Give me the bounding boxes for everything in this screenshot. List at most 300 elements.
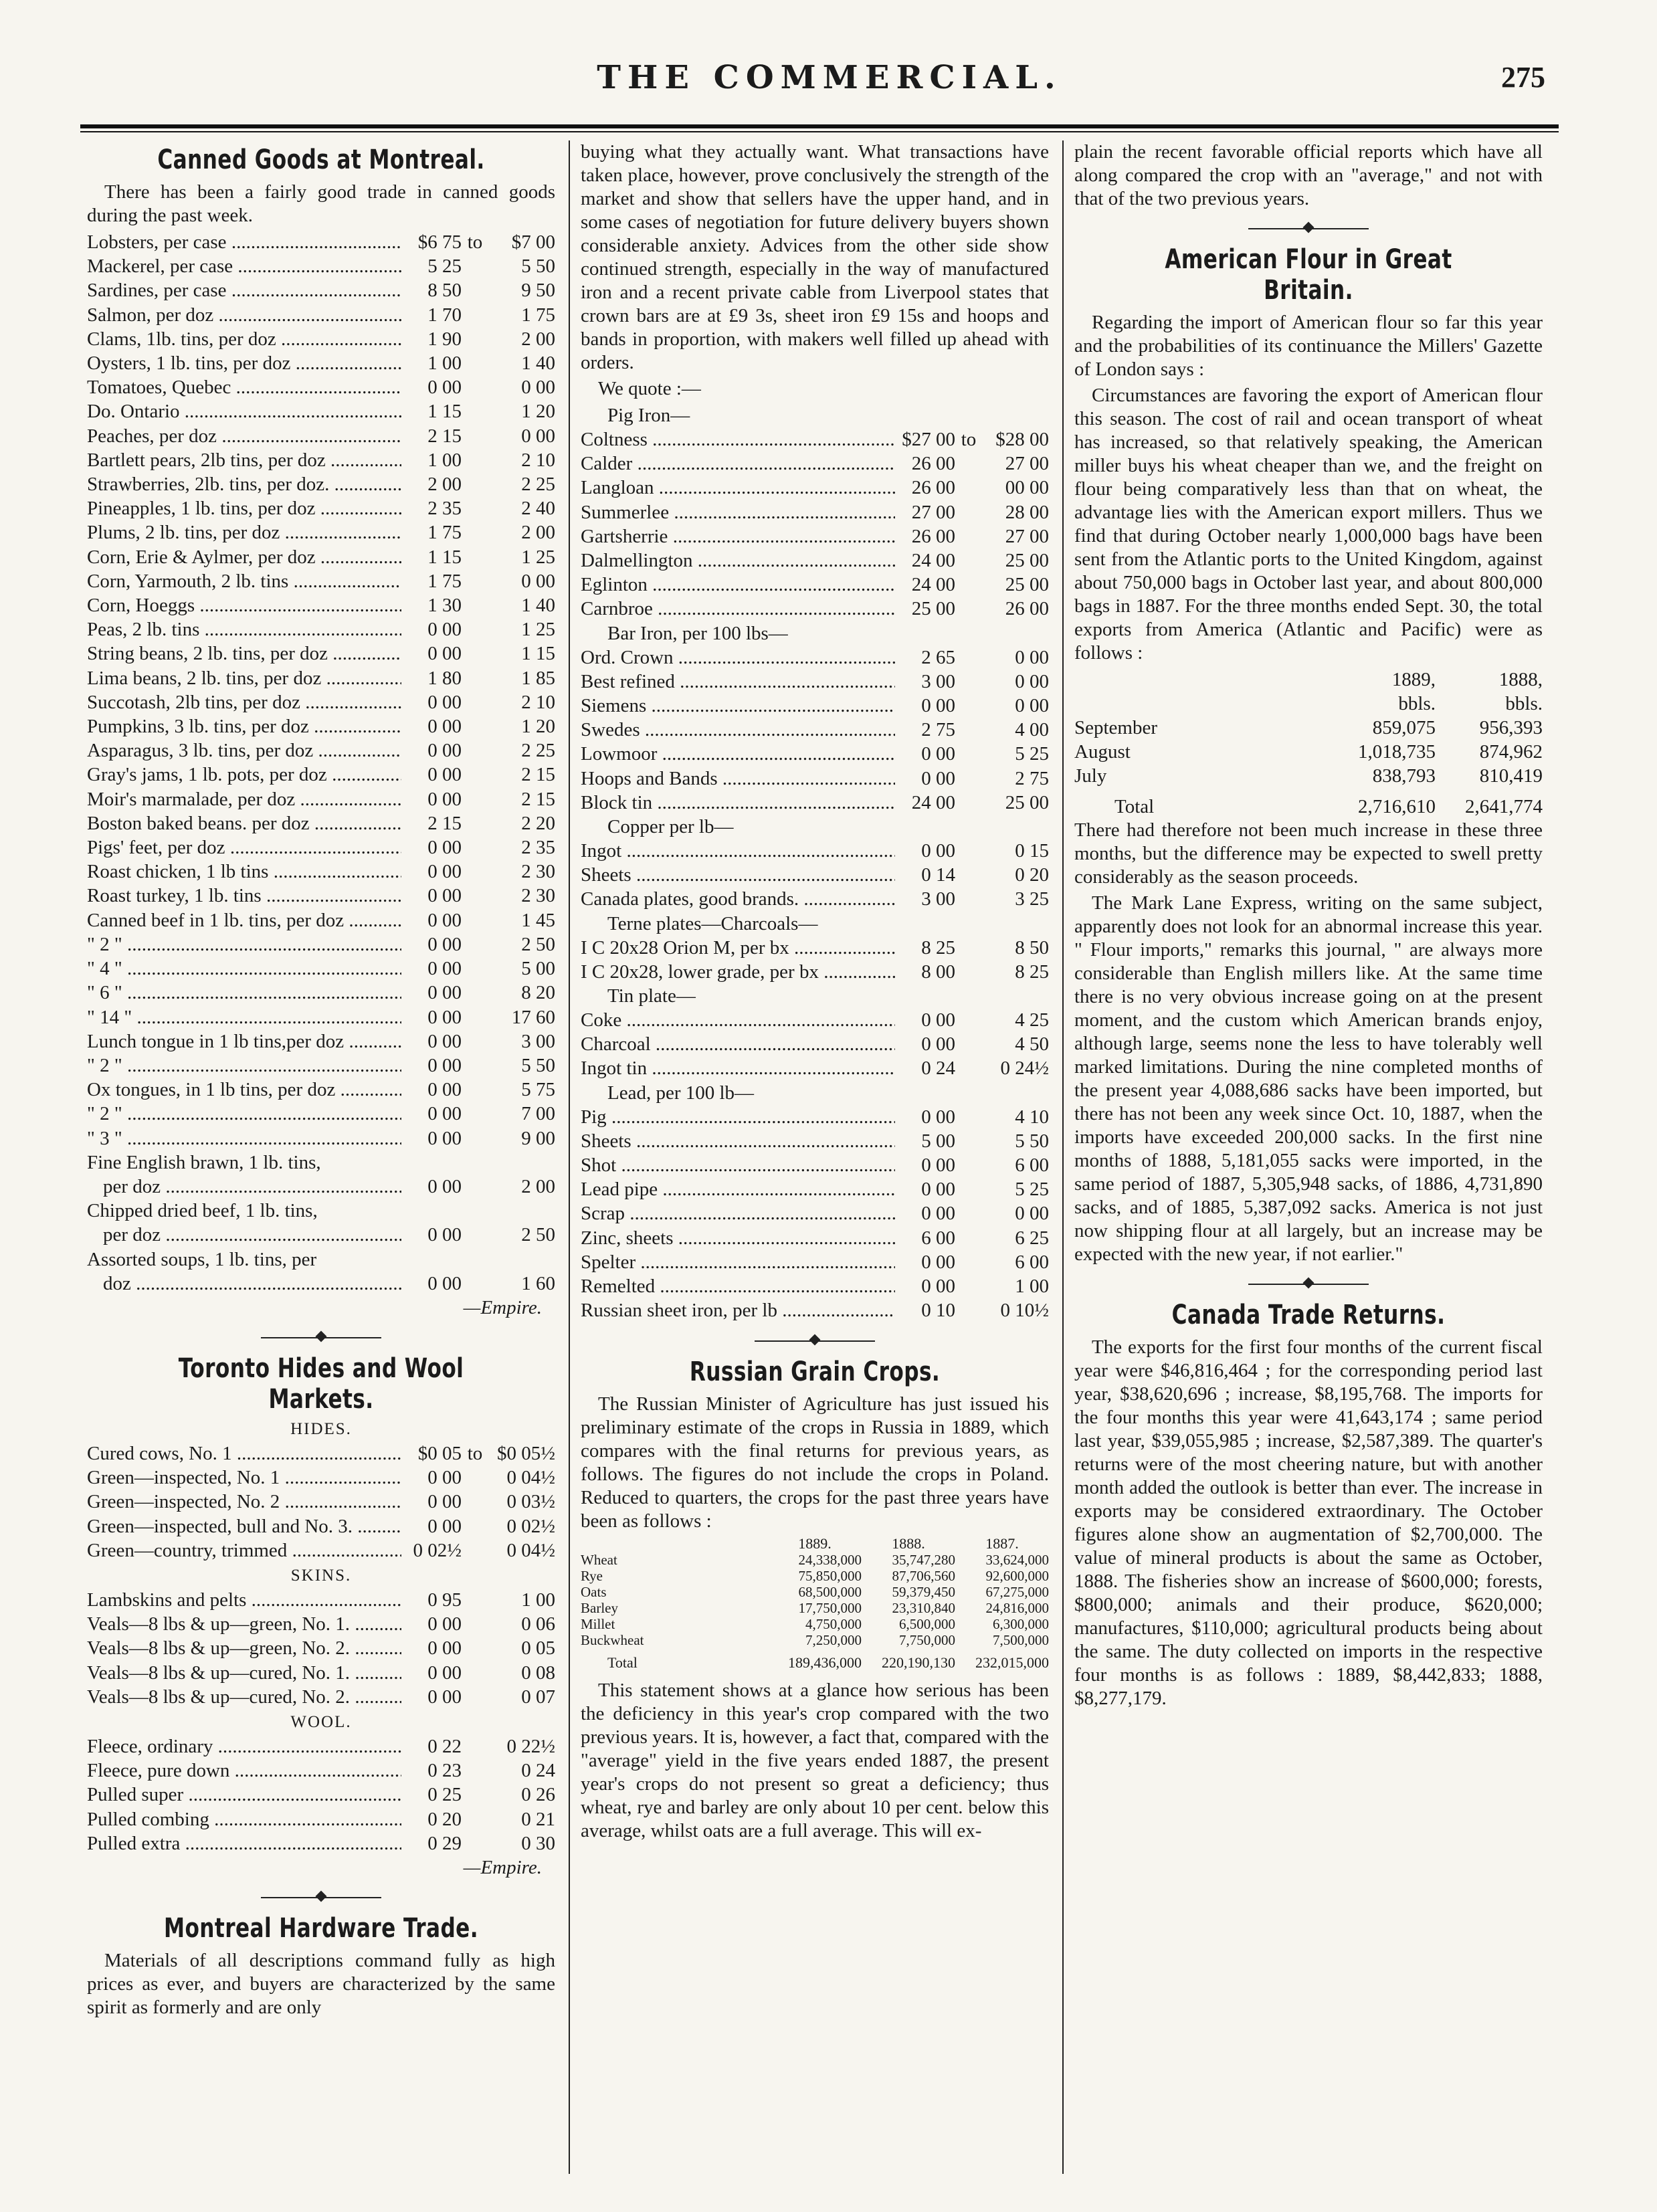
item-name: Ingot tin .....: [581, 1056, 895, 1080]
price-high: 00 00: [1005, 477, 1049, 499]
item-name: Lobsters, per case .....: [87, 230, 401, 254]
item-name: Veals—8 lbs & up—green, No. 2. .....: [87, 1636, 401, 1660]
item-name: I C 20x28 Orion M, per bx .....: [581, 936, 895, 960]
price-high: 0 07: [521, 1686, 555, 1708]
item-name: doz .....: [87, 1272, 401, 1296]
item-name: Russian sheet iron, per lb .....: [581, 1298, 895, 1322]
price-section-label: WOOL.: [290, 1712, 352, 1731]
crop-name: Buckwheat: [581, 1631, 644, 1648]
price-row: [87, 1538, 555, 1563]
price-to: [462, 908, 488, 932]
item-name: Ox tongues, in 1 lb tins, per doz .....: [87, 1078, 401, 1102]
crops-total-1887: 232,015,000: [975, 1653, 1049, 1671]
newspaper-title: THE COMMERCIAL.: [597, 59, 1062, 96]
price-to: [462, 811, 488, 835]
price-row: [581, 524, 1049, 548]
price-to: [462, 1807, 488, 1831]
price-high: 1 00: [1015, 1276, 1049, 1298]
price-row: [581, 936, 1049, 960]
price-to: [955, 1129, 982, 1153]
crop-name: Oats: [581, 1583, 607, 1600]
price-low: 0 00: [427, 788, 462, 810]
item-name: Veals—8 lbs & up—green, No. 1. .....: [87, 1612, 401, 1636]
price-row: [581, 645, 1049, 670]
price-high: 1 85: [521, 667, 555, 689]
item-name: " 3 " .....: [87, 1126, 401, 1150]
canned-goods-price-table: [87, 230, 555, 1296]
price-low: 0 00: [427, 1224, 462, 1246]
price-low: 8 50: [427, 280, 462, 302]
price-low: 0 00: [427, 1637, 462, 1660]
price-low: 25 00: [911, 598, 955, 620]
price-row: [87, 617, 555, 641]
hides-price-table: [87, 1588, 555, 1709]
price-row: [87, 1005, 555, 1029]
section-divider: [261, 1889, 381, 1906]
price-low: 0 00: [427, 1030, 462, 1052]
item-name: Calder .....: [581, 451, 895, 476]
item-name: Shot .....: [581, 1153, 895, 1177]
price-low: 3 00: [921, 888, 955, 910]
price-row: [87, 472, 555, 496]
price-high: 0 02½: [506, 1515, 555, 1537]
price-high: 5 50: [521, 1054, 555, 1076]
item-name: Pineapples, 1 lb. tins, per doz .....: [87, 496, 401, 520]
price-low: 0 00: [427, 885, 462, 907]
price-high: 0 04½: [506, 1539, 555, 1561]
item-name: Assorted soups, 1 lb. tins, per: [87, 1248, 317, 1270]
item-name: Corn, Yarmouth, 2 lb. tins .....: [87, 569, 401, 593]
price-row-continued: [87, 1175, 555, 1199]
canada-trade-text: The exports for the first four months of the current fiscal year were $46,816,464 ; for the corresponding period last year, $38,620,696 ; increase, $8,195,768. The imports for the four months this year were 41,643,174 ; same period last year, $39,055,985 ; increase, $2,587,389. The quarter's returns were of the most cheering nature, but with another month added the outlook is better than ever. The increase in exports may be considered extraordinary. The October figures alone show an augmentation of $2,700,000. The value of mineral products is about the same as October, 1888. The fisheries show an increase of $600,000; forests, $800,000; animals and their produce, $620,000; manufactures, $110,000; agricultural products being about the same. The duty collected on imports in the respective four months is as follows : 1889, $8,442,833; 1888, $8,277,179.: [1074, 1336, 1543, 1709]
price-high: 25 00: [1005, 550, 1049, 572]
mark-lane-express-text: The Mark Lane Express, writing on the same subject, apparently does not look for an abnormal increase this year. " Flour imports," remarks this journal, " are always more considerable than English millers like. At the same time there is no very obvious increase going on at the present moment, and the custom which American brands enjoy, although large, seems none the less to have tolerably well marked limitations. During the nine completed months of the present year 4,088,686 sacks have been imported, but there has not been any week since Oct. 10, 1887, when the imports have exceeded 200,000 sacks. In the first nine months of 1888, 5,181,055 sacks were imported, in the same period of 1887, 5,305,948 sacks, of 1886, 4,731,890 sacks, and of 1885, 5,387,092 sacks. America is not just now shipping flour at all largely, but an increase may be expected with the new year, if not earlier.": [1074, 892, 1543, 1265]
item-name: " 2 " .....: [87, 1102, 401, 1126]
price-high: 3 00: [521, 1030, 555, 1052]
hides-credit: —Empire.: [463, 1856, 542, 1878]
price-row: [581, 1250, 1049, 1274]
price-high: 1 75: [521, 304, 555, 326]
price-high: 4 25: [1015, 1009, 1049, 1031]
price-low: 0 20: [427, 1808, 462, 1830]
price-low: 0 25: [427, 1784, 462, 1806]
item-name: Chipped dried beef, 1 lb. tins,: [87, 1200, 318, 1222]
price-to: [462, 714, 488, 738]
price-high: 8 25: [1015, 961, 1049, 983]
price-high: 5 75: [521, 1079, 555, 1101]
price-low: 1 80: [427, 667, 462, 689]
price-row: [581, 573, 1049, 597]
price-high: 27 00: [1005, 453, 1049, 475]
crop-1887: 92,600,000: [985, 1567, 1049, 1584]
price-to: [462, 957, 488, 981]
item-name: Clams, 1lb. tins, per doz .....: [87, 327, 401, 351]
price-to: [955, 1008, 982, 1032]
unit-header: bbls.: [1398, 693, 1436, 714]
item-name: Remelted .....: [581, 1274, 895, 1298]
flour-intro: Regarding the import of American flour so far this year and the probabilities of its continuance the Millers' Gazette of London says :: [1074, 312, 1543, 380]
price-low: 2 15: [427, 425, 462, 447]
price-to: [462, 1685, 488, 1709]
price-row: [87, 545, 555, 569]
price-low: 0 00: [427, 643, 462, 665]
price-high: 1 20: [521, 401, 555, 423]
price-row: [87, 1126, 555, 1150]
price-high: 6 25: [1015, 1227, 1049, 1249]
price-row: [87, 641, 555, 666]
price-high: 0 00: [521, 377, 555, 399]
price-row: [581, 791, 1049, 815]
price-high: 4 00: [1015, 719, 1049, 741]
price-low: 5 25: [427, 256, 462, 278]
price-row: [87, 1199, 555, 1223]
price-low: 0 00: [427, 1054, 462, 1076]
column-1: [87, 140, 555, 2181]
metal-price-table: [581, 936, 1049, 984]
item-name: Swedes .....: [581, 718, 895, 742]
price-to: [462, 1078, 488, 1102]
item-name: Summerlee .....: [581, 500, 895, 524]
column-2: [581, 140, 1049, 2181]
price-to: [462, 1053, 488, 1078]
crop-name: Wheat: [581, 1551, 617, 1568]
price-low: 0 00: [427, 1103, 462, 1125]
price-row: [87, 327, 555, 351]
price-to: [462, 520, 488, 544]
price-high: 0 00: [1015, 1203, 1049, 1225]
metal-group-label: Pig Iron—: [607, 405, 690, 426]
crop-name: Barley: [581, 1599, 618, 1616]
price-low: 0 22: [427, 1735, 462, 1757]
price-high: 2 10: [521, 449, 555, 471]
price-high: 0 03½: [506, 1491, 555, 1513]
price-row: [87, 1441, 555, 1466]
price-high: 0 20: [1015, 864, 1049, 886]
price-high: 17 60: [511, 1006, 555, 1028]
crop-1887: 33,624,000: [985, 1551, 1049, 1568]
exports-1888: 874,962: [1479, 741, 1543, 763]
price-high: 1 15: [521, 643, 555, 665]
price-row: [87, 375, 555, 399]
crop-row: [581, 1616, 1049, 1632]
price-high: 28 00: [1005, 501, 1049, 523]
price-row: [87, 714, 555, 738]
hides-price-table: [87, 1734, 555, 1855]
item-name: Corn, Erie & Aylmer, per doz .....: [87, 545, 401, 569]
price-to: [955, 887, 982, 911]
metal-price-table: [581, 645, 1049, 815]
price-high: 0 30: [521, 1832, 555, 1854]
price-to: [955, 524, 982, 548]
year-header: 1889,: [1391, 669, 1436, 690]
item-name: Mackerel, per case .....: [87, 254, 401, 278]
item-name: Bartlett pears, 2lb tins, per doz .....: [87, 448, 401, 472]
price-low: 26 00: [911, 525, 955, 547]
crops-total-1888: 220,190,130: [882, 1653, 955, 1671]
item-name: Corn, Hoeggs .....: [87, 593, 401, 617]
year-header: 1887.: [985, 1534, 1019, 1552]
price-row: [87, 763, 555, 787]
price-to: [955, 597, 982, 621]
item-name: Lead pipe .....: [581, 1177, 895, 1201]
metal-price-table: [581, 1008, 1049, 1081]
price-low: 0 00: [427, 691, 462, 713]
price-high: 0 06: [521, 1613, 555, 1635]
price-high: 0 21: [521, 1808, 555, 1830]
price-to: [462, 1636, 488, 1660]
price-to: [462, 835, 488, 860]
price-high: 6 00: [1015, 1251, 1049, 1273]
item-name: Peaches, per doz .....: [87, 424, 401, 448]
crop-row: [581, 1584, 1049, 1600]
item-name: Peas, 2 lb. tins .....: [87, 617, 401, 641]
flour-conclusion: There had therefore not been much increase in these three months, but the difference may be expected to swell pretty considerably as the season proceeds.: [1074, 819, 1543, 888]
crop-1888: 23,310,840: [892, 1599, 955, 1616]
hides-price-table: [87, 1441, 555, 1563]
item-name: Ord. Crown .....: [581, 645, 895, 670]
price-high: 0 22½: [506, 1735, 555, 1757]
item-name: " 6 " .....: [87, 981, 401, 1005]
price-high: 1 20: [521, 716, 555, 738]
grain-continued-text: plain the recent favorable official reports which have all along compared the crop with an "average," and not with that of the two previous years.: [1074, 141, 1543, 209]
price-high: 2 75: [1015, 767, 1049, 789]
price-low: 0 00: [427, 1515, 462, 1537]
price-to: [462, 1588, 488, 1612]
metal-price-table: [581, 427, 1049, 621]
price-low: 0 00: [427, 1006, 462, 1028]
crop-1889: 75,850,000: [798, 1567, 862, 1584]
price-to: [462, 327, 488, 351]
price-low: 0 00: [921, 1106, 955, 1128]
exports-1889: 1,018,735: [1358, 741, 1436, 763]
price-high: 5 50: [521, 256, 555, 278]
price-high: 0 00: [521, 425, 555, 447]
price-row: [87, 957, 555, 981]
item-name: Gartsherrie .....: [581, 524, 895, 548]
price-row: [581, 863, 1049, 887]
price-row: [581, 767, 1049, 791]
price-row: [87, 230, 555, 254]
item-name: Ingot .....: [581, 839, 895, 863]
price-low: 0 00: [427, 933, 462, 955]
item-name: String beans, 2 lb. tins, per doz .....: [87, 641, 401, 666]
item-name: Sardines, per case .....: [87, 278, 401, 302]
price-low: 0 00: [921, 767, 955, 789]
price-low: 0 00: [427, 1079, 462, 1101]
price-to: [462, 884, 488, 908]
price-row: [581, 1177, 1049, 1201]
item-name: Succotash, 2lb tins, per doz .....: [87, 690, 401, 714]
price-to: [462, 1612, 488, 1636]
price-low: 1 00: [427, 449, 462, 471]
price-high: 2 40: [521, 498, 555, 520]
price-row: [87, 303, 555, 327]
price-row-continued: [87, 1223, 555, 1247]
item-name: Oysters, 1 lb. tins, per doz .....: [87, 351, 401, 375]
item-name: Lima beans, 2 lb. tins, per doz .....: [87, 666, 401, 690]
price-low: 8 25: [921, 936, 955, 959]
price-to: [462, 496, 488, 520]
crop-name: Millet: [581, 1615, 615, 1632]
price-high: 7 00: [521, 1103, 555, 1125]
price-to: [462, 593, 488, 617]
exports-1888: 956,393: [1479, 717, 1543, 738]
crop-1888: 87,706,560: [892, 1567, 955, 1584]
exports-1888: 810,419: [1479, 765, 1543, 787]
price-low: 24 00: [911, 550, 955, 572]
flour-exports-table: [1074, 668, 1543, 819]
price-row: [87, 1807, 555, 1831]
price-row: [581, 1226, 1049, 1250]
price-low: 3 00: [921, 670, 955, 692]
price-row: [87, 1588, 555, 1612]
price-high: 6 00: [1015, 1154, 1049, 1177]
metal-price-sections: [581, 403, 1049, 1323]
item-name: Do. Ontario .....: [87, 399, 401, 423]
price-high: 0 08: [521, 1662, 555, 1684]
metal-price-table: [581, 1105, 1049, 1323]
price-high: 0 00: [1015, 670, 1049, 692]
price-row: [581, 597, 1049, 621]
flour-total-1889: 2,716,610: [1358, 796, 1436, 817]
price-to: [462, 545, 488, 569]
month-name: August: [1074, 741, 1131, 763]
price-low: $27 00: [902, 429, 955, 450]
price-row: [581, 1201, 1049, 1225]
price-low: 2 35: [427, 498, 462, 520]
price-low: 0 00: [427, 619, 462, 641]
price-to: [955, 863, 982, 887]
price-row: [87, 399, 555, 423]
flour-quote-text: Circumstances are favoring the export of American flour this season. The cost of rail and ocean transport of wheat has increased, so that relatively speaking, the American miller buys his wheat cheaper than we, and the freight on flour being comparatively less than that on wheat, the advantage lies with the American export millers. Thus we find that during October nearly 1,000,000 bags have been sent from the Atlantic ports to the United Kingdom, against about 750,000 bags in October last year, and about 800,000 bags in 1887. For the three months ended Sept. 30, the total exports from America (Atlantic and Pacific) were as follows :: [1074, 385, 1543, 664]
exports-1889: 859,075: [1372, 717, 1436, 738]
price-high: 5 00: [521, 958, 555, 980]
price-low: 0 00: [427, 909, 462, 931]
item-name: Sheets .....: [581, 863, 895, 887]
crop-1889: 68,500,000: [798, 1583, 862, 1600]
crop-1889: 7,250,000: [805, 1631, 862, 1648]
price-to: [955, 1032, 982, 1056]
flour-headline: American Flour in Great Britain.: [1165, 244, 1452, 306]
price-high: 2 50: [521, 933, 555, 955]
price-high: 1 25: [521, 546, 555, 568]
item-name: Green—inspected, No. 1 .....: [87, 1466, 401, 1490]
crops-total-label: Total: [607, 1653, 638, 1671]
price-to: [462, 666, 488, 690]
price-section-label: SKINS.: [290, 1566, 352, 1585]
price-to: to: [961, 429, 977, 450]
price-low: 0 00: [427, 377, 462, 399]
price-high: 27 00: [1005, 525, 1049, 547]
price-low: 1 00: [427, 353, 462, 375]
price-row: [581, 500, 1049, 524]
metal-group-label: Terne plates—Charcoals—: [607, 912, 818, 934]
item-name: Veals—8 lbs & up—cured, No. 2. .....: [87, 1685, 401, 1709]
hardware-headline: Montreal Hardware Trade.: [164, 1912, 478, 1944]
price-row: [87, 448, 555, 472]
price-row: [581, 839, 1049, 863]
exports-1889: 838,793: [1372, 765, 1436, 787]
price-to: [462, 1005, 488, 1029]
price-row: [87, 1831, 555, 1855]
price-high: 1 00: [521, 1589, 555, 1611]
price-row: [87, 351, 555, 375]
price-to: [955, 645, 982, 670]
metal-group-label: Copper per lb—: [607, 816, 734, 838]
price-high: 0 24½: [1000, 1058, 1049, 1080]
price-to: [955, 548, 982, 573]
price-high: 2 00: [521, 328, 555, 350]
price-to: [462, 1175, 488, 1199]
price-to: [955, 1298, 982, 1322]
price-to: [955, 1201, 982, 1225]
flour-row: [1074, 740, 1543, 764]
canned-goods-credit: —Empire.: [463, 1296, 542, 1318]
price-row: [87, 738, 555, 763]
item-name: " 14 " .....: [87, 1005, 401, 1029]
price-row: [87, 1612, 555, 1636]
price-low: 2 65: [921, 646, 955, 668]
price-low: 26 00: [911, 453, 955, 475]
price-low: 0 24: [921, 1058, 955, 1080]
price-to: [955, 1056, 982, 1080]
hardware-continued-text: buying what they actually want. What transactions have taken place, however, prove conclusively the strength of the market and show that sellers have the upper hand, and in some cases of negotiation for future delivery buyers shown considerable anxiety. Advices from the other side show continued strength, especially in the way of manufactured iron and a recent private cable from Liverpool states that crown bars are at £9 3s, sheet iron £9 15s and hoops and bands in proportion, with makers well filled up ahead with orders.: [581, 141, 1049, 373]
price-row: [581, 670, 1049, 694]
price-row: [87, 1029, 555, 1053]
crop-name: Rye: [581, 1567, 603, 1584]
price-to: [462, 690, 488, 714]
price-low: 0 00: [427, 764, 462, 786]
grain-headline: Russian Grain Crops.: [689, 1356, 941, 1387]
price-low: 0 00: [427, 1491, 462, 1513]
item-name: Zinc, sheets .....: [581, 1226, 895, 1250]
item-name: Block tin .....: [581, 791, 895, 815]
crop-1888: 6,500,000: [899, 1615, 955, 1632]
masthead: [114, 59, 1545, 99]
price-row: [87, 787, 555, 811]
price-low: 0 00: [921, 1276, 955, 1298]
price-to: [462, 1758, 488, 1783]
price-high: 0 00: [1015, 695, 1049, 717]
price-low: 0 23: [427, 1760, 462, 1782]
price-row: [87, 1514, 555, 1538]
price-to: [462, 1126, 488, 1150]
price-row: [87, 1661, 555, 1685]
item-name: Siemens .....: [581, 694, 895, 718]
price-low: 0 00: [427, 1127, 462, 1149]
price-low: 0 00: [921, 695, 955, 717]
price-high: 1 45: [521, 909, 555, 931]
price-to: [462, 860, 488, 884]
price-row: [87, 424, 555, 448]
price-to: [462, 1831, 488, 1855]
price-row: [87, 1078, 555, 1102]
price-row: [87, 860, 555, 884]
month-name: July: [1074, 765, 1107, 787]
price-to: [462, 1029, 488, 1053]
price-row: [87, 1247, 555, 1272]
item-name: Gray's jams, 1 lb. pots, per doz .....: [87, 763, 401, 787]
item-name: Green—inspected, No. 2 .....: [87, 1490, 401, 1514]
price-low: 24 00: [911, 791, 955, 813]
item-name: Strawberries, 2lb. tins, per doz. .....: [87, 472, 401, 496]
price-high: 8 20: [521, 982, 555, 1004]
header-rule-thin: [80, 131, 1559, 132]
price-row: [581, 1153, 1049, 1177]
price-low: 0 00: [921, 1009, 955, 1031]
price-high: 1 40: [521, 595, 555, 617]
price-section-label: HIDES.: [290, 1419, 352, 1438]
